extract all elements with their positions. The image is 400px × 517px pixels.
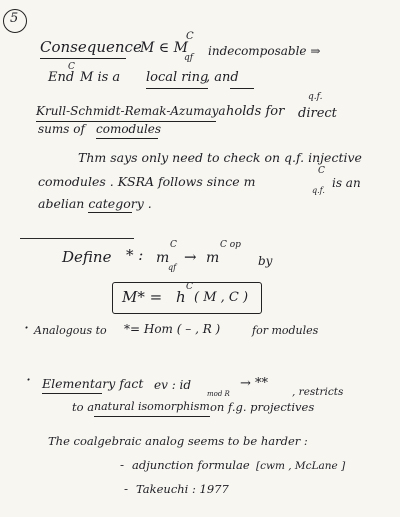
analogous-bullet: · [24,318,30,337]
comodules-text: comodules [96,122,162,136]
page-number: 5 [10,11,19,26]
line2-mid: M is a [80,70,121,85]
define-codomain-sup: C op [220,240,241,250]
elementary-label: Elementary fact [42,376,144,391]
elementary-line2-pre: to a [72,400,95,414]
define-domain: m [156,250,170,266]
thm-line3: abelian category . [38,196,152,211]
elementary-ev-sub: mod R [207,390,230,398]
elementary-underline [42,393,102,394]
define-arrow: → [184,248,197,266]
item2-bullet: - [124,482,129,496]
consequence-heading: Consequence [40,38,142,56]
section-divider [20,238,134,239]
formula-args: ( M , C ) [194,290,249,305]
define-label: Define [62,248,112,266]
analogous-text: Analogous to [34,324,107,337]
category-underline [88,212,132,213]
end-sup: C [68,62,75,72]
thm-line1: Thm says only need to check on q.f. injective [78,150,362,165]
local-ring: local ring [146,70,209,85]
consequence-underline [40,58,126,59]
item1-ref: [cwm , McLane ] [256,460,346,472]
line2-post: , and [206,70,239,85]
thm-line2-sup: C [318,166,325,176]
analogous-tail: for modules [252,324,319,337]
natural-iso-underline [94,416,210,417]
item2-text: Takeuchi : 1977 [136,482,229,496]
define-codomain: m [206,250,220,266]
local-ring-underline [146,88,208,89]
item1-text: adjunction formulae [132,458,250,472]
and-underline [230,88,254,89]
define-by: by [258,254,273,268]
comodules-underline [96,138,158,139]
holds-for: holds for [226,104,285,119]
natural-isomorphism: natural isomorphism [94,400,210,413]
formula-lhs: M* = [122,288,163,306]
elementary-ev: ev : id [154,378,192,392]
formula-h: h [176,288,186,306]
end-text: End [48,70,75,85]
qf-note: q.f. [308,92,323,102]
define-domain-sup: C [170,240,177,250]
elementary-restricts: , restricts [292,386,344,398]
thm-line2: comodules . KSRA follows since m [38,174,256,189]
krsa-name: Krull-Schmidt-Remak-Azumaya [36,104,226,118]
define-domain-sub: qf [168,263,177,272]
thm-line2-post: is an [332,176,361,190]
elementary-arrow: → ** [240,376,269,391]
item1-bullet: - [120,458,125,472]
elementary-bullet: · [26,370,32,389]
consequence-statement-sup: C [186,31,194,42]
direct-text: direct [298,106,337,121]
consequence-statement-sub: qf [184,53,194,63]
sums-of: sums of [38,122,85,136]
define-star: * : [126,246,144,264]
consequence-tail: indecomposable ⇒ [208,44,321,58]
analogous-formula: *= Hom ( – , R ) [124,322,221,336]
coalgebraic-text: The coalgebraic analog seems to be harder : [48,434,308,448]
elementary-line2-post: on f.g. projectives [210,400,315,414]
formula-h-sup: C [186,282,193,292]
thm-line2-sub: q.f. [312,186,325,195]
consequence-statement: M ∈ M [140,40,188,56]
